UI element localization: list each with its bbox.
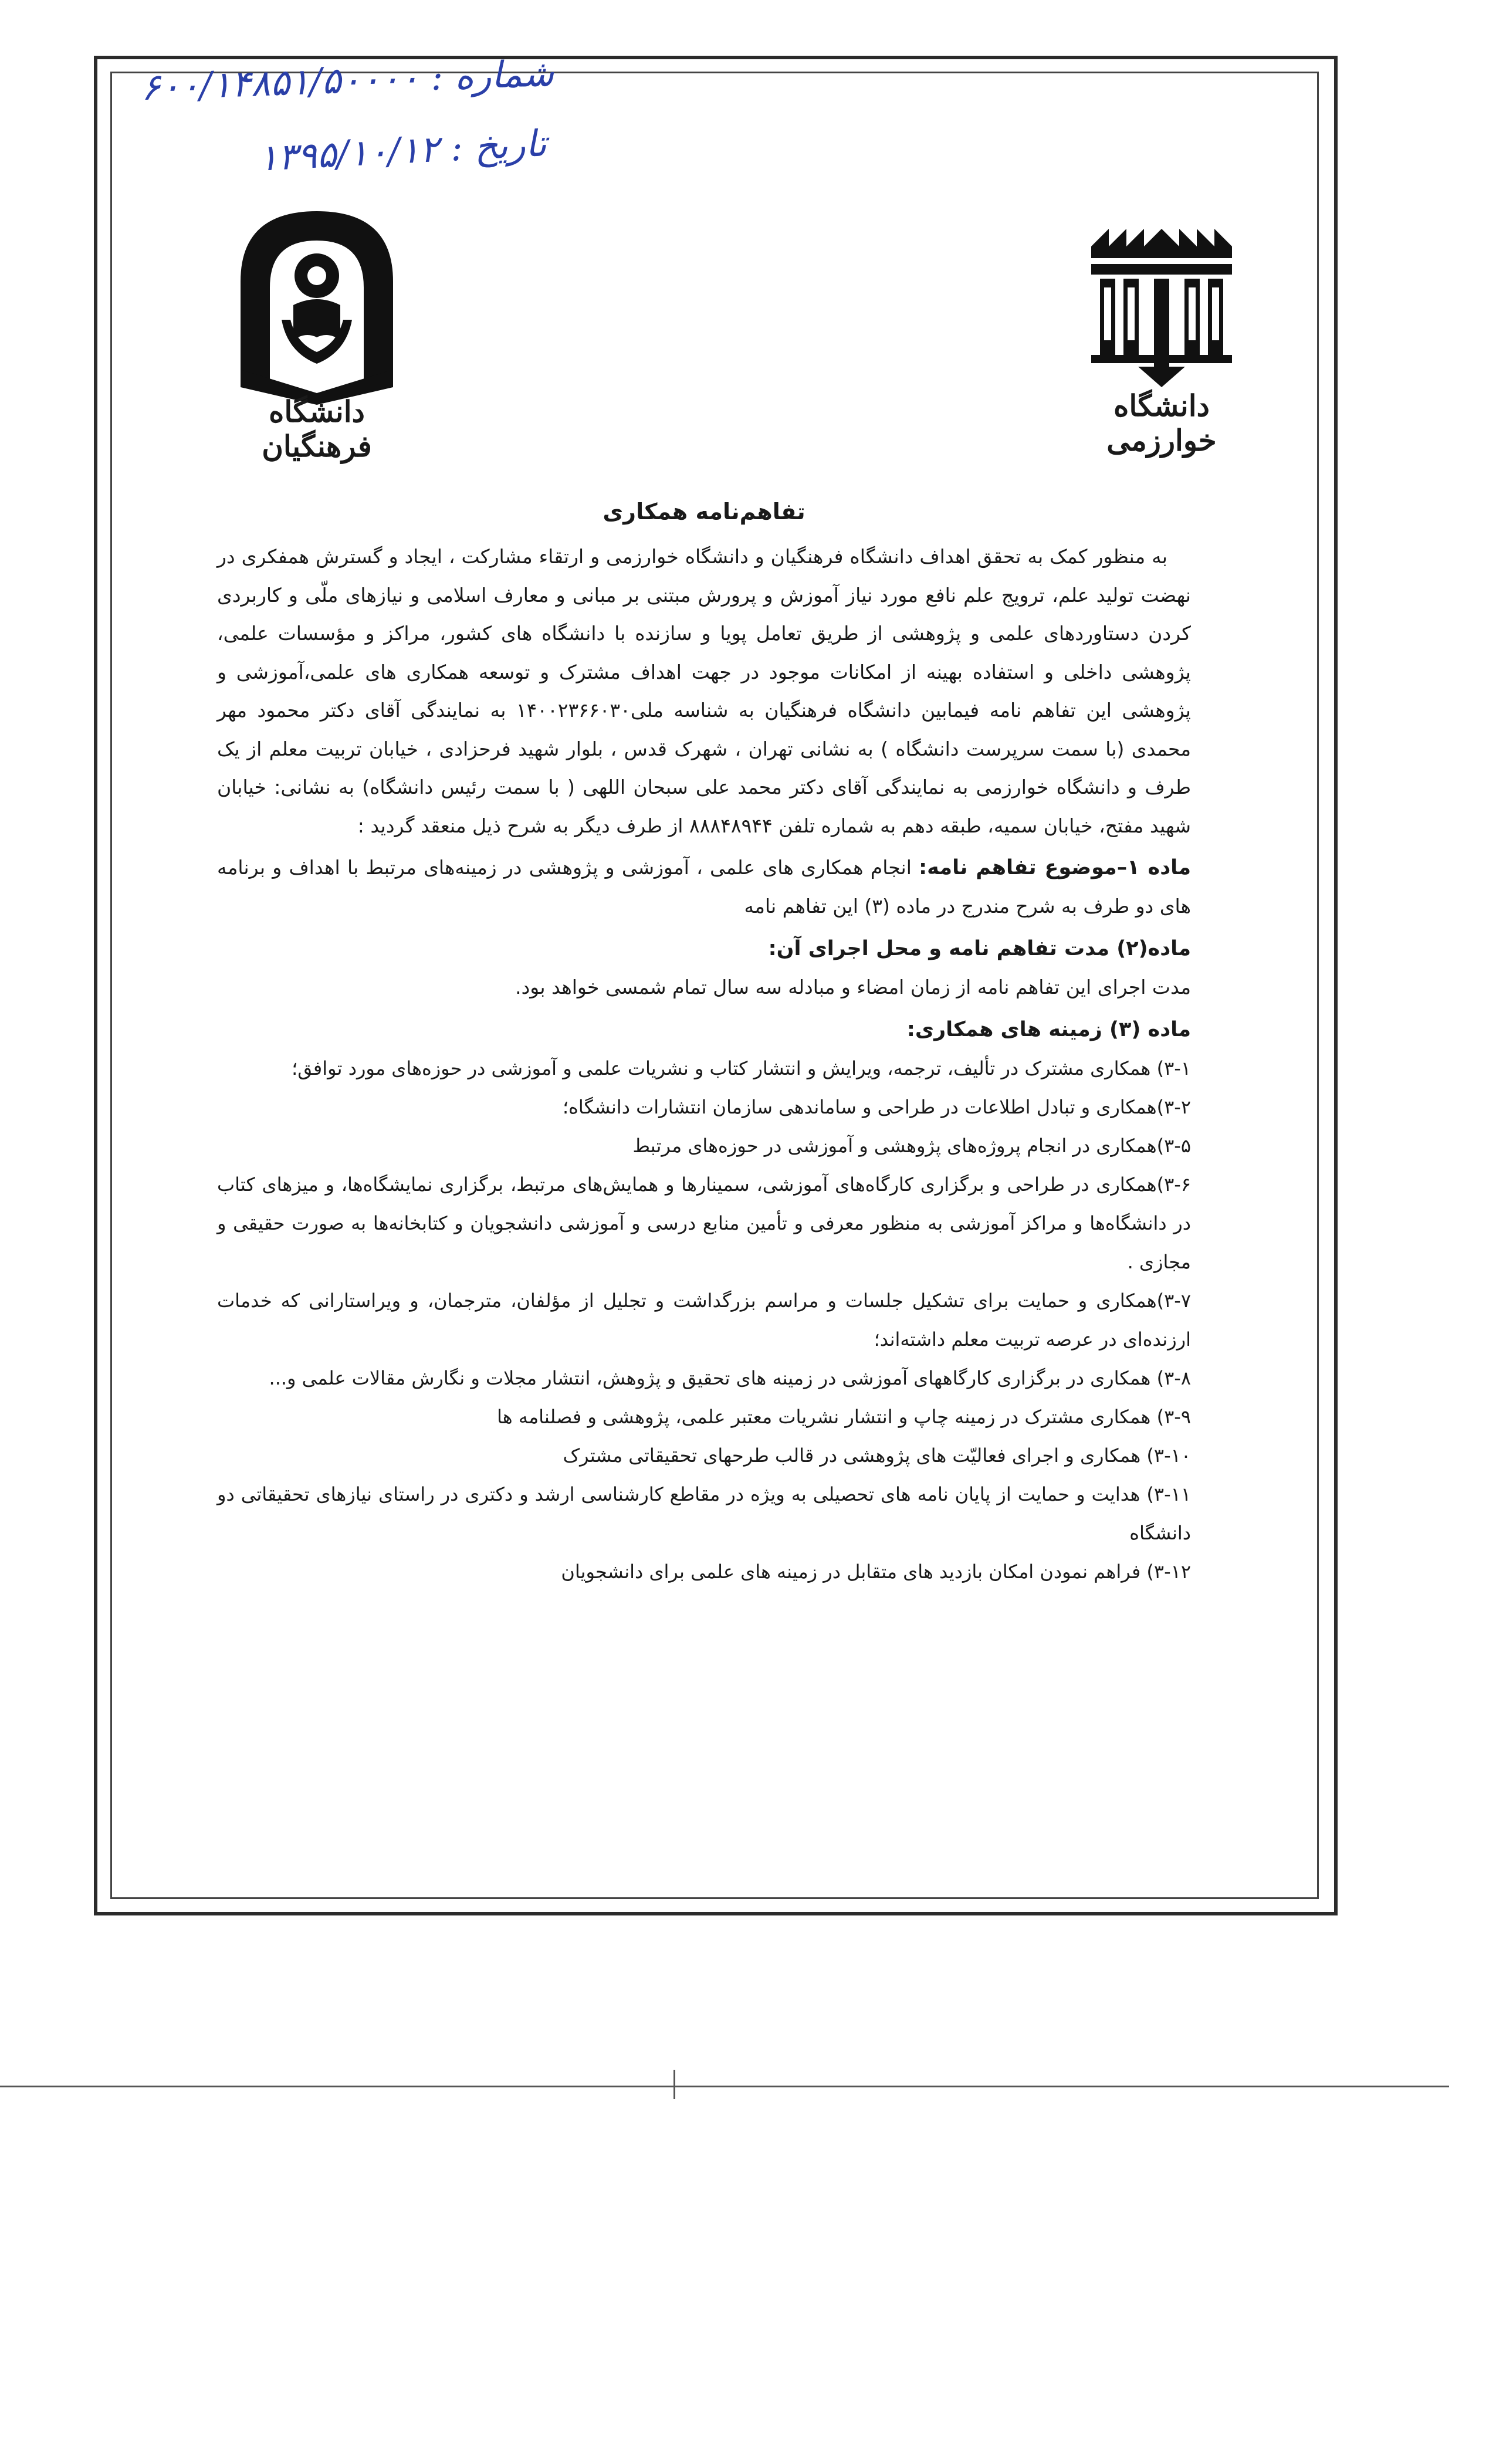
page-edge-line [0,2086,1449,2087]
agreement-body [217,499,1191,1591]
article-1 [217,848,1191,926]
list-item: ۳-۵)همکاری در انجام پروژه‌های پژوهشی و آموزشی در حوزه‌های مرتبط [632,1134,1191,1157]
introduction-paragraph: به منظور کمک به تحقق اهداف دانشگاه فرهنگیان و دانشگاه خوارزمی و ارتقاء مشارکت ، ایجاد و گسترش همفکری در نهضت تولید علم، ترویج علم نافع مورد نیاز آموزش و پرورش مبتنی بر مبانی و معارف اسلامی و نیازهای ملّی و کاربردی کردن دستاوردهای علمی و پژوهشی از طریق تعامل پویا و سازنده با دانشگاه های کشور، مراکز و مؤسسات علمی، پژوهشی داخلی و استفاده بهینه از امکانات موجود در جهت اهداف مشترک و توسعه همکاری های علمی،آموزشی و پژوهشی این تفاهم نامه فیمابین دانشگاه فرهنگیان به شناسه ملی۱۴۰۰۲۳۶۶۰۳۰ به نمایندگی آقای دکتر محمود مهر محمدی (با سمت سرپرست دانشگاه ) به نشانی تهران ، شهرک قدس ، بلوار شهید فرحزادی ، خیابان تربیت معلم از یک طرف و دانشگاه خوارزمی به نمایندگی آقای دکتر محمد علی سبحان اللهی ( با سمت رئیس دانشگاه) به نشانی: خیابان شهید مفتح، خیابان سمیه، طبقه دهم به شماره تلفن ۸۸۸۴۸۹۴۴ از طرف دیگر به شرح ذیل منعقد گردید : [217,545,1191,837]
kharazmi-logo-caption: دانشگاه خوارزمی [1106,388,1217,458]
list-item: ۳-۱۲) فراهم نمودن امکان بازدید های متقابل در زمینه های علمی برای دانشجویان [561,1560,1191,1583]
list-item: ۳-۹) همکاری مشترک در زمینه چاپ و انتشار نشریات معتبر علمی، پژوهشی و فصلنامه ها [497,1405,1191,1428]
list-item: ۳-۷)همکاری و حمایت برای تشکیل جلسات و مراسم بزرگداشت و تجلیل از مؤلفان، مترجمان، و ویراستارانی که خدمات ارزنده‌ای در عرصه تربیت معلم داشته‌اند؛ [217,1289,1191,1351]
page-fold-mark [673,2070,675,2099]
farhangian-university-logo [217,194,417,463]
list-item: ۳-۱۰) همکاری و اجرای فعالیّت های پژوهشی در قالب طرحهای تحقیقاتی مشترک [563,1444,1191,1467]
farhangian-logo-caption: دانشگاه فرهنگیان [262,394,372,463]
article-1-text: انجام همکاری های علمی ، آموزشی و پژوهشی در زمینه‌های مرتبط با اهداف و برنامه های دو طرف به شرح مندرج در ماده (۳) این تفاهم نامه [217,856,1191,918]
kharazmi-emblem-icon [1074,223,1250,393]
list-item: ۳-۲)همکاری و تبادل اطلاعات در طراحی و ساماندهی سازمان انتشارات دانشگاه؛ [562,1095,1191,1118]
article-2-text: مدت اجرای این تفاهم نامه از زمان امضاء و مبادله سه سال تمام شمسی خواهد بود. [515,976,1191,999]
list-item: ۳-۱۱) هدایت و حمایت از پایان نامه های تحصیلی به ویژه در مقاطع کارشناسی ارشد و دکتری در راستای نیازهای تحقیقاتی دو دانشگاه [217,1483,1191,1544]
farhangian-emblem-icon [217,194,417,405]
kharazmi-university-logo [1062,223,1261,458]
list-item: ۳-۱) همکاری مشترک در تألیف، ترجمه، ویرایش و انتشار کتاب و نشریات علمی و آموزشی در حوزه‌های مورد توافق؛ [292,1057,1191,1079]
article-3-heading: ماده (۳) زمینه های همکاری: [906,1017,1191,1041]
article-2-heading: ماده(۲) مدت تفاهم نامه و محل اجرای آن: [768,937,1191,960]
handwritten-letter-date: تاریخ : ۱۳۹۵/۱۰/۱۲ [257,121,548,180]
article-1-heading: ماده ۱–موضوع تفاهم نامه: [919,856,1191,879]
list-item: ۳-۶)همکاری در طراحی و برگزاری کارگاه‌های آموزشی، سمینارها و همایش‌های مرتبط، برگزاری نمایشگاه‌ها، و میزهای کتاب در دانشگاه‌ها و مراکز آموزشی به منظور معرفی و تأمین منابع درسی و آموزشی دانشجویان و کتابخانه‌ها به صورت حقیقی و مجازی . [217,1173,1191,1273]
document-title: تفاهم‌نامه همکاری [603,499,805,524]
handwritten-letter-number: شماره : ۶۰۰/۱۴۸۵۱/۵۰۰۰۰ [140,51,555,109]
list-item: ۳-۸) همکاری در برگزاری کارگاههای آموزشی در زمینه های تحقیق و پژوهش، انتشار مجلات و نگارش مقالات علمی و... [269,1366,1191,1389]
